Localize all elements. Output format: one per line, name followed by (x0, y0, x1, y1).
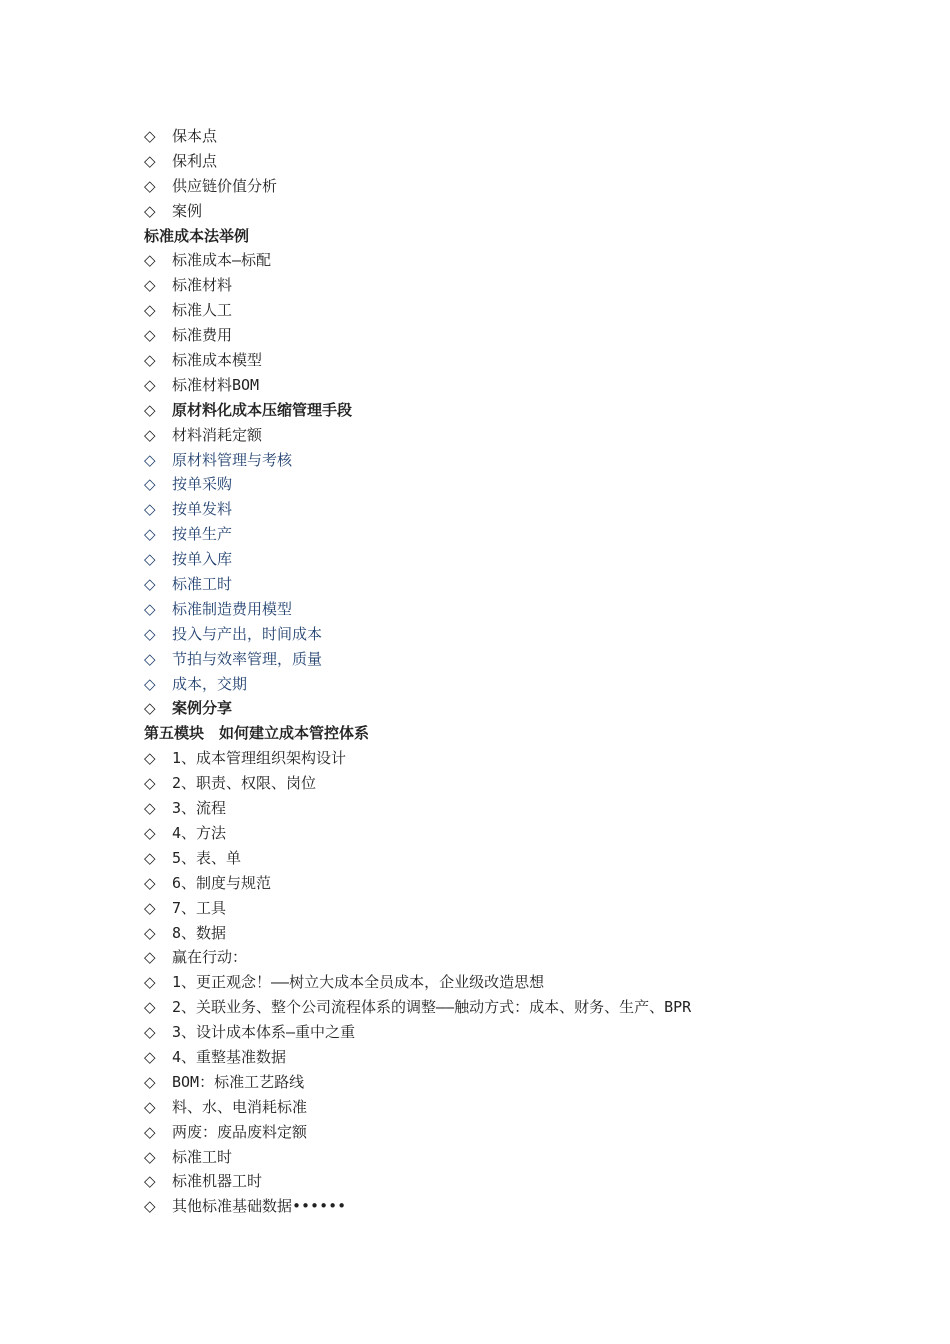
list-item (144, 945, 691, 970)
diamond-bullet-icon: ◇ (144, 1172, 156, 1191)
diamond-bullet-icon: ◇ (144, 799, 156, 818)
list-item-text: 标准材料 (172, 276, 233, 295)
list-item (144, 1194, 691, 1219)
list-item (144, 647, 691, 672)
diamond-bullet-icon: ◇ (144, 525, 156, 544)
diamond-bullet-icon: ◇ (144, 624, 156, 643)
list-item-text: 5、表、单 (172, 848, 242, 867)
list-item (144, 149, 691, 174)
diamond-bullet-icon: ◇ (144, 998, 156, 1017)
list-item-text: 成本，交期 (172, 674, 248, 693)
list-item (144, 423, 691, 448)
list-item (144, 970, 691, 995)
diamond-bullet-icon: ◇ (144, 251, 156, 270)
list-item-text: 标准工时 (172, 1147, 233, 1166)
list-item-text: 2、关联业务、整个公司流程体系的调整——触动方式：成本、财务、生产、BPR (172, 998, 692, 1017)
list-item (144, 1120, 691, 1145)
diamond-bullet-icon: ◇ (144, 475, 156, 494)
list-item (144, 746, 691, 771)
diamond-bullet-icon: ◇ (144, 151, 156, 170)
list-item-text: 标准人工 (172, 301, 233, 320)
diamond-bullet-icon: ◇ (144, 749, 156, 768)
list-item-text: 供应链价值分析 (172, 176, 278, 195)
list-item (144, 1045, 691, 1070)
list-item (144, 323, 691, 348)
list-item (144, 796, 691, 821)
list-item-text: 按单采购 (172, 475, 233, 494)
list-item-text: 标准材料BOM (172, 375, 260, 394)
diamond-bullet-icon: ◇ (144, 276, 156, 295)
diamond-bullet-icon: ◇ (144, 176, 156, 195)
list-item-text: 保本点 (172, 127, 218, 145)
list-item (144, 298, 691, 323)
diamond-bullet-icon: ◇ (144, 599, 156, 618)
list-item (144, 448, 691, 473)
diamond-bullet-icon: ◇ (144, 500, 156, 519)
list-item (144, 672, 691, 697)
diamond-bullet-icon: ◇ (144, 1147, 156, 1166)
list-item (144, 398, 691, 423)
list-item-text: 7、工具 (172, 898, 227, 917)
list-item-text: 赢在行动： (172, 948, 248, 967)
list-item (144, 547, 691, 572)
list-item (144, 273, 691, 298)
list-item (144, 921, 691, 946)
section-heading: 第五模块 如何建立成本管控体系 (144, 724, 370, 743)
diamond-bullet-icon: ◇ (144, 873, 156, 892)
diamond-bullet-icon: ◇ (144, 823, 156, 842)
diamond-bullet-icon: ◇ (144, 923, 156, 942)
diamond-bullet-icon: ◇ (144, 127, 156, 145)
list-item (144, 373, 691, 398)
list-item-text: 按单发料 (172, 500, 233, 519)
list-item (144, 174, 691, 199)
list-item-text: 标准费用 (172, 326, 233, 345)
list-item-text: 料、水、电消耗标准 (172, 1097, 308, 1116)
diamond-bullet-icon: ◇ (144, 351, 156, 370)
list-item-text: 标准成本模型 (172, 351, 263, 370)
list-item (144, 696, 691, 721)
list-item (144, 1169, 691, 1194)
list-item-text: 标准机器工时 (172, 1172, 263, 1191)
list-item (144, 771, 691, 796)
list-item-text: 标准成本—标配 (172, 251, 272, 270)
diamond-bullet-icon: ◇ (144, 948, 156, 967)
diamond-bullet-icon: ◇ (144, 375, 156, 394)
list-item-text: 3、流程 (172, 799, 227, 818)
diamond-bullet-icon: ◇ (144, 1097, 156, 1116)
diamond-bullet-icon: ◇ (144, 898, 156, 917)
diamond-bullet-icon: ◇ (144, 450, 156, 469)
section-heading: 标准成本法举例 (144, 226, 250, 245)
list-item (144, 597, 691, 622)
diamond-bullet-icon: ◇ (144, 848, 156, 867)
diamond-bullet-icon: ◇ (144, 1197, 156, 1216)
list-item (144, 622, 691, 647)
list-item (144, 248, 691, 273)
diamond-bullet-icon: ◇ (144, 201, 156, 220)
list-item (144, 821, 691, 846)
list-item (144, 1020, 691, 1045)
list-item-text: 8、数据 (172, 923, 227, 942)
list-item-text: 投入与产出，时间成本 (172, 624, 323, 643)
list-item (144, 1145, 691, 1170)
list-item (144, 846, 691, 871)
diamond-bullet-icon: ◇ (144, 674, 156, 693)
diamond-bullet-icon: ◇ (144, 550, 156, 569)
diamond-bullet-icon: ◇ (144, 326, 156, 345)
diamond-bullet-icon: ◇ (144, 1122, 156, 1141)
outline-list (144, 124, 691, 1219)
list-item (144, 871, 691, 896)
list-item (144, 1095, 691, 1120)
diamond-bullet-icon: ◇ (144, 575, 156, 594)
list-item-text: 按单生产 (172, 525, 233, 544)
diamond-bullet-icon: ◇ (144, 649, 156, 668)
diamond-bullet-icon: ◇ (144, 774, 156, 793)
list-item-text: 4、方法 (172, 823, 227, 842)
diamond-bullet-icon: ◇ (144, 301, 156, 320)
list-item-text: 3、设计成本体系—重中之重 (172, 1023, 356, 1042)
list-item-text: 案例分享 (172, 699, 233, 718)
list-item (144, 472, 691, 497)
list-item-text: 原材料管理与考核 (172, 450, 293, 469)
list-item-text: 原材料化成本压缩管理手段 (172, 400, 353, 419)
diamond-bullet-icon: ◇ (144, 699, 156, 718)
list-item-text: 标准制造费用模型 (172, 599, 293, 618)
list-item-text: 其他标准基础数据•••••• (172, 1197, 347, 1216)
list-item-text: 保利点 (172, 151, 218, 170)
list-item-text: 节拍与效率管理，质量 (172, 649, 323, 668)
diamond-bullet-icon: ◇ (144, 400, 156, 419)
list-item-text: BOM：标准工艺路线 (172, 1072, 305, 1091)
list-item-text: 按单入库 (172, 550, 233, 569)
diamond-bullet-icon: ◇ (144, 1072, 156, 1091)
list-item (144, 572, 691, 597)
list-item (144, 348, 691, 373)
list-item (144, 522, 691, 547)
diamond-bullet-icon: ◇ (144, 425, 156, 444)
list-item-text: 标准工时 (172, 575, 233, 594)
list-item-text: 案例 (172, 201, 203, 220)
list-item (144, 124, 691, 149)
list-item-text: 1、更正观念！——树立大成本全员成本，企业级改造思想 (172, 973, 545, 992)
list-item-text: 4、重整基准数据 (172, 1047, 287, 1066)
diamond-bullet-icon: ◇ (144, 1047, 156, 1066)
list-item (144, 995, 691, 1020)
diamond-bullet-icon: ◇ (144, 1023, 156, 1042)
list-item (144, 497, 691, 522)
list-item-text: 2、职责、权限、岗位 (172, 774, 317, 793)
list-item (144, 1070, 691, 1095)
list-item-text: 材料消耗定额 (172, 425, 263, 444)
list-item (144, 199, 691, 224)
list-item (144, 896, 691, 921)
diamond-bullet-icon: ◇ (144, 973, 156, 992)
list-item-text: 两废：废品废料定额 (172, 1122, 308, 1141)
list-item-text: 1、成本管理组织架构设计 (172, 749, 347, 768)
list-item-text: 6、制度与规范 (172, 873, 272, 892)
